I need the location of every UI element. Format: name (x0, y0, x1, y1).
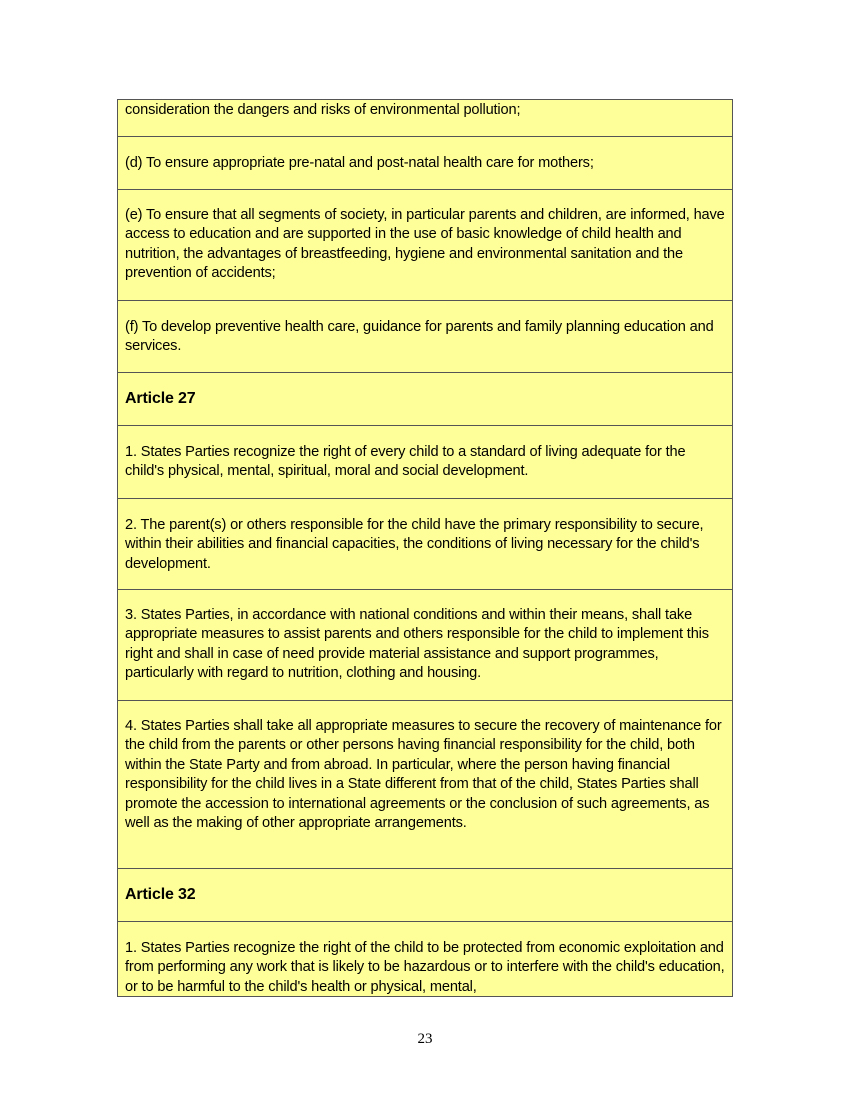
row-text: 1. States Parties recognize the right of every child to a standard of living adequate for the child's physical, mental, spiritual, moral and social development. (125, 444, 686, 480)
row-text: (d) To ensure appropriate pre-natal and post-natal health care for mothers; (125, 155, 594, 171)
row-text: consideration the dangers and risks of environmental pollution; (125, 102, 521, 118)
table-row (118, 190, 732, 301)
convention-text-table (117, 99, 733, 997)
table-row (118, 137, 732, 190)
row-text: (f) To develop preventive health care, guidance for parents and family planning education and services. (125, 319, 714, 355)
row-text: 3. States Parties, in accordance with national conditions and within their means, shall take appropriate measures to assist parents and others responsible for the child to implement this right and shall in case of need provide material assistance and support programmes, particularly with regard to nutrition, clothing and housing. (125, 607, 709, 682)
row-text: 4. States Parties shall take all appropriate measures to secure the recovery of maintenance for the child from the parents or other persons having financial responsibility for the child, both within the State Party and from abroad. In particular, where the person having financial responsibility for the child lives in a State different from that of the child, States Parties shall promote the accession to international agreements or the conclusion of such agreements, as well as the making of other appropriate arrangements. (125, 718, 722, 832)
article-heading: Article 27 (125, 390, 196, 407)
table-row (118, 426, 732, 499)
article-heading-row (118, 373, 732, 426)
table-row (118, 499, 732, 590)
table-row (118, 701, 732, 869)
table-row (118, 590, 732, 701)
row-text: 1. States Parties recognize the right of the child to be protected from economic exploitation and from performing any work that is likely to be hazardous or to interfere with the child's education, or to be harmful to the child's health or physical, mental, (125, 940, 725, 995)
table-row (118, 301, 732, 373)
row-text: (e) To ensure that all segments of society, in particular parents and children, are informed, have access to education and are supported in the use of basic knowledge of child health and nutrition, the advantages of breastfeeding, hygiene and environmental sanitation and the prevention of accidents; (125, 207, 725, 282)
article-heading: Article 32 (125, 886, 196, 903)
row-text: 2. The parent(s) or others responsible for the child have the primary responsibility to secure, within their abilities and financial capacities, the conditions of living necessary for the child's development. (125, 517, 704, 572)
table-row (118, 100, 732, 137)
page-number: 23 (417, 1031, 433, 1047)
table-row (118, 922, 732, 997)
article-heading-row (118, 869, 732, 922)
